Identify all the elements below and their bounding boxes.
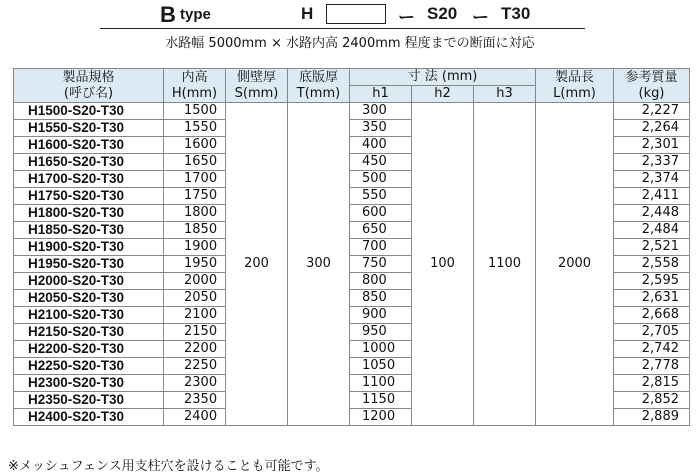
- height-cell: 2400: [164, 409, 226, 426]
- height-cell: 1750: [164, 188, 226, 205]
- height-cell: 2150: [164, 324, 226, 341]
- spec-table: [13, 68, 690, 426]
- h1-cell: 850: [350, 290, 412, 307]
- height-cell: 2250: [164, 358, 226, 375]
- h1-cell: 700: [350, 239, 412, 256]
- header-weight-label: 参考質量: [625, 69, 678, 85]
- header-product: [14, 69, 164, 103]
- weight-cell: 2,374: [614, 171, 690, 188]
- h1-cell: 600: [350, 205, 412, 222]
- header-length-label: 製品長: [554, 69, 594, 85]
- height-cell: 2100: [164, 307, 226, 324]
- height-cell: 2050: [164, 290, 226, 307]
- product-name-cell: H1850-S20-T30: [14, 222, 164, 239]
- h1-cell: 300: [350, 103, 412, 120]
- weight-cell: 2,484: [614, 222, 690, 239]
- product-name-cell: H2050-S20-T30: [14, 290, 164, 307]
- h1-cell: 1100: [350, 375, 412, 392]
- height-cell: 2000: [164, 273, 226, 290]
- product-name-cell: H1900-S20-T30: [14, 239, 164, 256]
- s-label: S20: [427, 4, 458, 23]
- header-height: [164, 69, 226, 103]
- product-name-cell: H2350-S20-T30: [14, 392, 164, 409]
- weight-cell: 2,668: [614, 307, 690, 324]
- product-name-cell: H1600-S20-T30: [14, 137, 164, 154]
- height-cell: 1800: [164, 205, 226, 222]
- h1-cell: 1000: [350, 341, 412, 358]
- product-name-cell: H2200-S20-T30: [14, 341, 164, 358]
- height-cell: 2300: [164, 375, 226, 392]
- wall-thickness-cell: 200: [226, 103, 288, 426]
- t-label: T30: [501, 4, 531, 23]
- header-product-label: 製品規格: [62, 69, 115, 85]
- height-cell: 1950: [164, 256, 226, 273]
- header-height-label: 内高: [181, 69, 208, 85]
- h-value-box: [326, 4, 386, 24]
- header-wall-label: 側壁厚: [236, 69, 276, 85]
- h1-cell: 950: [350, 324, 412, 341]
- h1-cell: 1150: [350, 392, 412, 409]
- height-cell: 1650: [164, 154, 226, 171]
- height-cell: 1500: [164, 103, 226, 120]
- weight-cell: 2,301: [614, 137, 690, 154]
- title-underline: [100, 28, 585, 29]
- product-name-cell: H1500-S20-T30: [14, 103, 164, 120]
- h-label: H: [301, 4, 314, 23]
- weight-cell: 2,448: [614, 205, 690, 222]
- product-name-cell: H1700-S20-T30: [14, 171, 164, 188]
- height-cell: 1700: [164, 171, 226, 188]
- header-weight-sub: (kg): [638, 85, 665, 101]
- weight-cell: 2,778: [614, 358, 690, 375]
- h3-cell: 1100: [474, 103, 536, 426]
- length-cell: 2000: [536, 103, 614, 426]
- header-floor-sub: T(mm): [296, 85, 341, 101]
- header-weight: [614, 69, 690, 103]
- product-name-cell: H2300-S20-T30: [14, 375, 164, 392]
- height-cell: 1600: [164, 137, 226, 154]
- type-letter: B: [160, 2, 176, 27]
- header-h1: h1: [350, 86, 412, 103]
- height-cell: 2200: [164, 341, 226, 358]
- header-wall-sub: S(mm): [234, 85, 279, 101]
- product-name-cell: H1950-S20-T30: [14, 256, 164, 273]
- table-row: [14, 103, 690, 120]
- header-height-sub: H(mm): [171, 85, 218, 101]
- weight-cell: 2,705: [614, 324, 690, 341]
- product-name-cell: H1550-S20-T30: [14, 120, 164, 137]
- product-name-cell: H1800-S20-T30: [14, 205, 164, 222]
- weight-cell: 2,521: [614, 239, 690, 256]
- height-cell: 2350: [164, 392, 226, 409]
- h1-cell: 350: [350, 120, 412, 137]
- product-name-cell: H2400-S20-T30: [14, 409, 164, 426]
- h1-cell: 1050: [350, 358, 412, 375]
- header-length: [536, 69, 614, 103]
- h2-cell: 100: [412, 103, 474, 426]
- type-title: [0, 0, 700, 28]
- header-length-sub: L(mm): [553, 85, 596, 101]
- height-cell: 1900: [164, 239, 226, 256]
- dash-separator: ー: [472, 8, 489, 27]
- weight-cell: 2,337: [614, 154, 690, 171]
- h1-cell: 500: [350, 171, 412, 188]
- header-dimensions: 寸 法 (mm): [350, 69, 536, 86]
- footnote: ※メッシュフェンス用支柱穴を設けることも可能です。: [8, 459, 329, 474]
- dash-separator: ー: [398, 8, 415, 27]
- weight-cell: 2,227: [614, 103, 690, 120]
- weight-cell: 2,852: [614, 392, 690, 409]
- weight-cell: 2,264: [614, 120, 690, 137]
- header-wall: [226, 69, 288, 103]
- h1-cell: 800: [350, 273, 412, 290]
- product-name-cell: H1650-S20-T30: [14, 154, 164, 171]
- h1-cell: 650: [350, 222, 412, 239]
- floor-thickness-cell: 300: [288, 103, 350, 426]
- header-floor: [288, 69, 350, 103]
- product-name-cell: H1750-S20-T30: [14, 188, 164, 205]
- product-name-cell: H2150-S20-T30: [14, 324, 164, 341]
- weight-cell: 2,631: [614, 290, 690, 307]
- header-h3: h3: [474, 86, 536, 103]
- weight-cell: 2,815: [614, 375, 690, 392]
- weight-cell: 2,411: [614, 188, 690, 205]
- subtitle: 水路幅 5000mm × 水路内高 2400mm 程度までの断面に対応: [165, 36, 535, 51]
- height-cell: 1850: [164, 222, 226, 239]
- product-name-cell: H2100-S20-T30: [14, 307, 164, 324]
- header-h2: h2: [412, 86, 474, 103]
- h1-cell: 550: [350, 188, 412, 205]
- header-product-sub: (呼び名): [63, 85, 114, 101]
- type-word: type: [180, 6, 211, 23]
- h1-cell: 400: [350, 137, 412, 154]
- spec-table-body: [14, 103, 690, 426]
- h1-cell: 450: [350, 154, 412, 171]
- height-cell: 1550: [164, 120, 226, 137]
- product-name-cell: H2000-S20-T30: [14, 273, 164, 290]
- weight-cell: 2,742: [614, 341, 690, 358]
- weight-cell: 2,558: [614, 256, 690, 273]
- h1-cell: 900: [350, 307, 412, 324]
- h1-cell: 750: [350, 256, 412, 273]
- weight-cell: 2,595: [614, 273, 690, 290]
- product-name-cell: H2250-S20-T30: [14, 358, 164, 375]
- header-floor-label: 底版厚: [298, 69, 338, 85]
- h1-cell: 1200: [350, 409, 412, 426]
- weight-cell: 2,889: [614, 409, 690, 426]
